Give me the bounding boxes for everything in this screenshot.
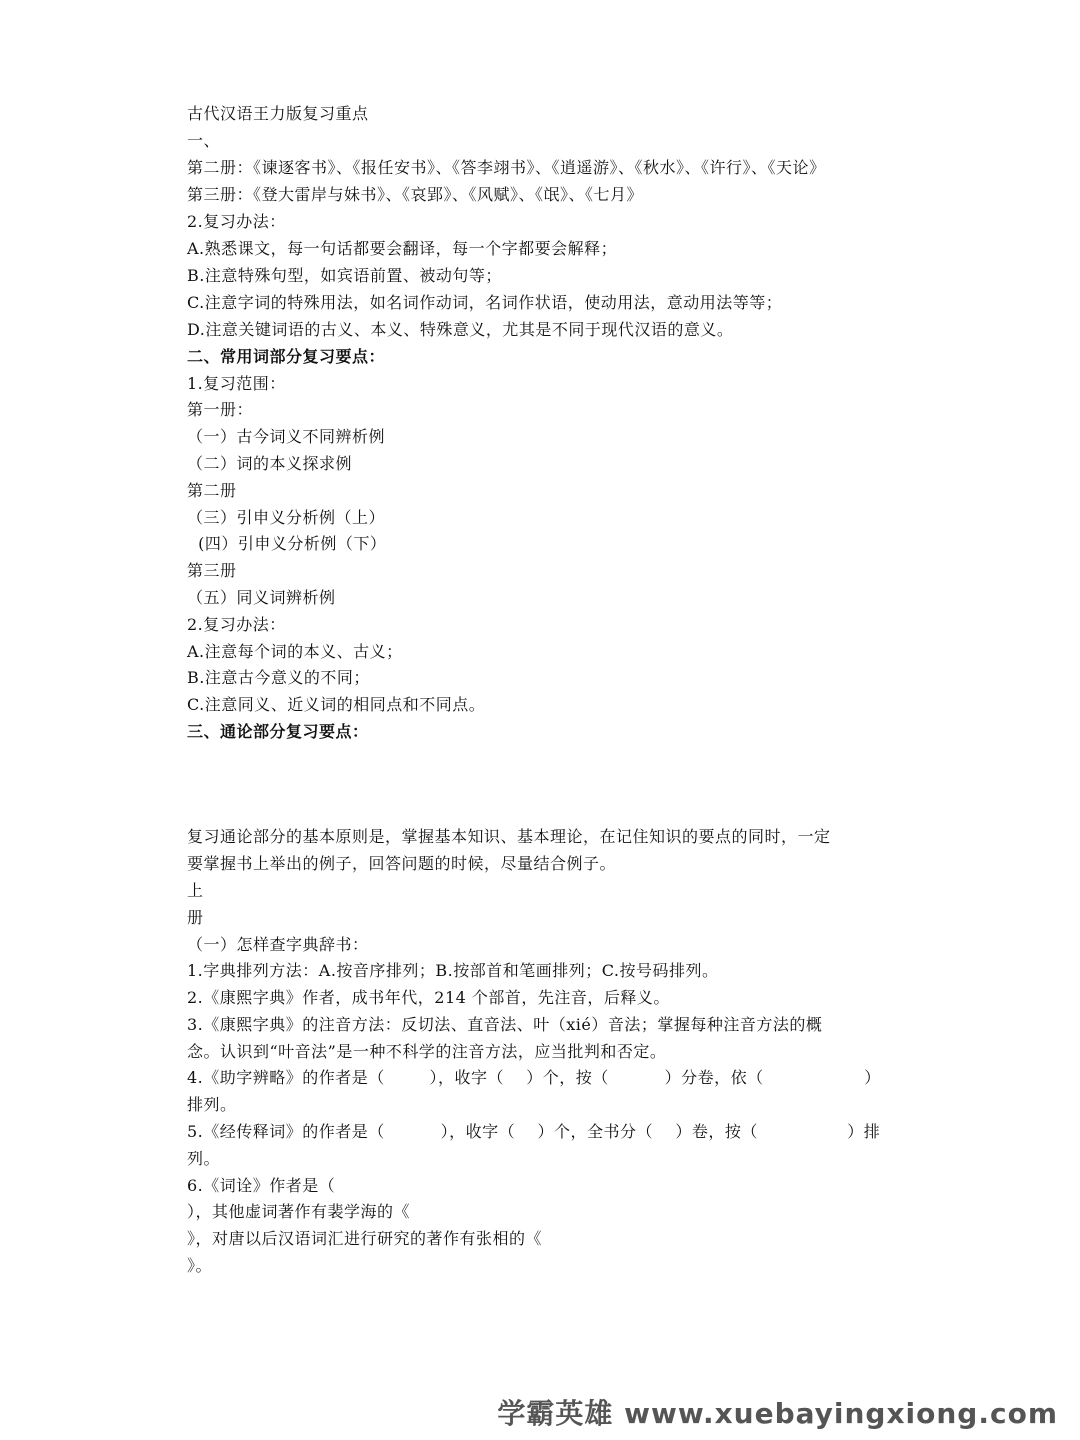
scope-item-3: （三）引申义分析例（上） — [187, 508, 386, 527]
book-2-texts: 第二册：《谏逐客书》、《报任安书》、《答李翊书》、《逍遥游》、《秋水》、《许行》、《天论》 — [187, 158, 826, 177]
method-2-item-a: A.注意每个词的本义、古义； — [187, 642, 403, 661]
method-item-d: D.注意关键词语的古义、本义、特殊意义，尤其是不同于现代汉语的意义。 — [187, 320, 734, 339]
book-3-texts: 第三册：《登大雷岸与妹书》、《哀郢》、《风赋》、《氓》、《七月》 — [187, 185, 644, 204]
point-6-line-3: 》，对唐以后汉语词汇进行研究的著作有张相的《 — [187, 1229, 543, 1248]
book-1-label: 第一册： — [187, 400, 254, 419]
section-3-heading: 三、通论部分复习要点： — [187, 722, 369, 741]
scope-item-1: （一）古今词义不同辨析例 — [187, 427, 386, 446]
review-scope-heading: 1.复习范围： — [187, 374, 286, 393]
point-1: 1.字典排列方法：A.按音序排列；B.按部首和笔画排列；C.按号码排列。 — [187, 961, 719, 980]
principle-line-1: 复习通论部分的基本原则是，掌握基本知识、基本理论，在记住知识的要点的同时，一定 — [187, 827, 831, 846]
point-3-line-2: 念。认识到“叶音法”是一种不科学的注音方法，应当批判和否定。 — [187, 1042, 667, 1061]
review-method-heading-2: 2.复习办法： — [187, 615, 286, 634]
volume-label-2: 册 — [187, 908, 204, 927]
point-5-line-2: 列。 — [187, 1149, 221, 1168]
method-item-b: B.注意特殊句型，如宾语前置、被动句等； — [187, 266, 502, 285]
section-1-heading: 一、 — [187, 131, 221, 150]
review-method-heading: 2.复习办法： — [187, 212, 286, 231]
point-5-line-1: 5.《经传释词》的作者是（ ），收字（ ）个，全书分（ ）卷，按（ ）排 — [187, 1122, 881, 1141]
point-4-line-1: 4.《助字辨略》的作者是（ ），收字（ ）个，按（ ）分卷，依（ ） — [187, 1068, 881, 1087]
method-2-item-b: B.注意古今意义的不同； — [187, 668, 370, 687]
scope-item-2: （二）词的本义探求例 — [187, 454, 353, 473]
subsection-dictionary: （一）怎样查字典辞书： — [187, 935, 369, 954]
volume-label-1: 上 — [187, 881, 204, 900]
book-3-label: 第三册 — [187, 561, 237, 580]
point-4-line-2: 排列。 — [187, 1095, 237, 1114]
scope-item-5: （五）同义词辨析例 — [187, 588, 336, 607]
principle-line-2: 要掌握书上举出的例子，回答问题的时候，尽量结合例子。 — [187, 854, 617, 873]
point-6-line-4: 》。 — [187, 1256, 213, 1275]
method-item-c: C.注意字词的特殊用法，如名词作动词，名词作状语，使动用法，意动用法等等； — [187, 293, 783, 312]
book-2-label: 第二册 — [187, 481, 237, 500]
point-2: 2.《康熙字典》作者，成书年代，214 个部首，先注音，后释义。 — [187, 988, 670, 1007]
doc-title: 古代汉语王力版复习重点 — [187, 104, 369, 123]
method-item-a: A.熟悉课文，每一句话都要会翻译，每一个字都要会解释； — [187, 239, 618, 258]
method-2-item-c: C.注意同义、近义词的相同点和不同点。 — [187, 695, 486, 714]
point-3-line-1: 3.《康熙字典》的注音方法：反切法、直音法、叶（xié）音法；掌握每种注音方法的概 — [187, 1015, 823, 1034]
point-6-line-1: 6.《词诠》作者是（ — [187, 1176, 336, 1195]
site-watermark: 学霸英雄 www.xuebayingxiong.com — [497, 1397, 1058, 1430]
section-2-heading: 二、常用词部分复习要点： — [187, 347, 386, 366]
scope-item-4: (四）引申义分析例（下） — [187, 534, 387, 553]
point-6-line-2: ），其他虚词著作有裴学海的《 — [187, 1202, 411, 1221]
